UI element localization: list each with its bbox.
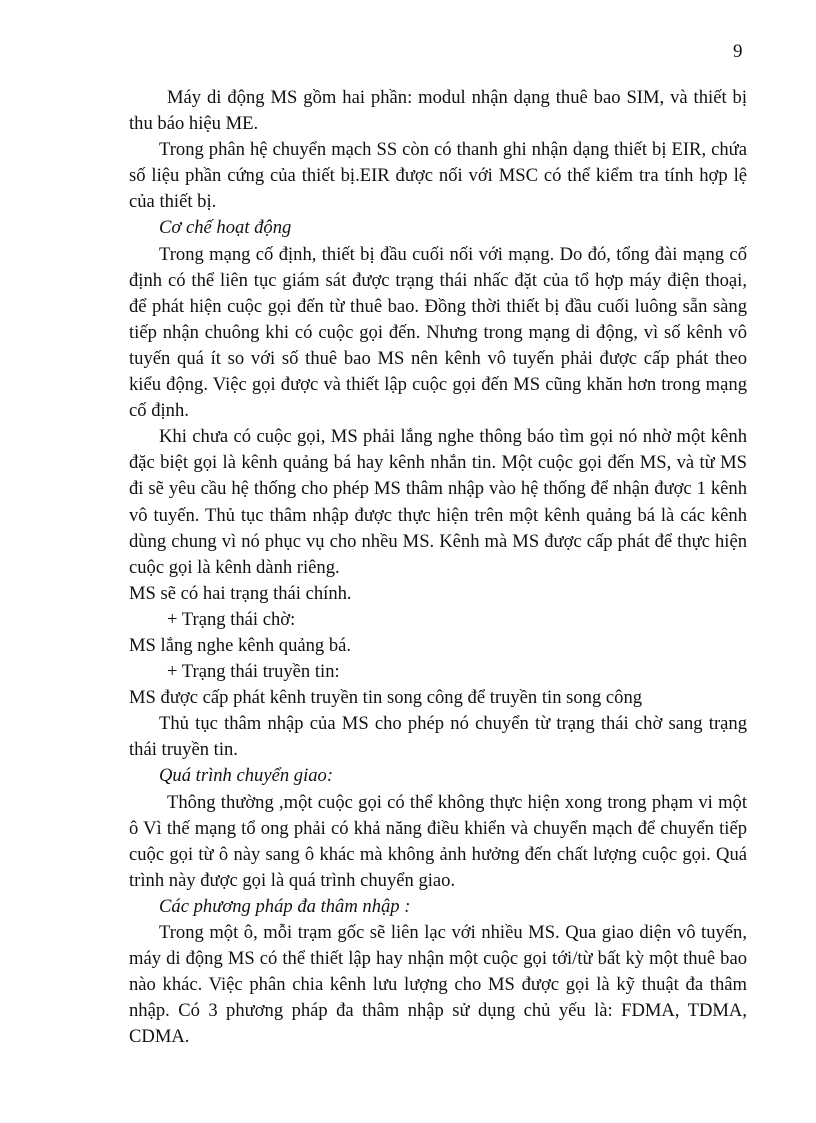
paragraph-fixed-vs-mobile: Trong mạng cố định, thiết bị đầu cuối nối với mạng. Do đó, tổng đài mạng cố định có thể liên tục giám sát được trạng thái nhấc đặt của tổ hợp máy điện thoại, để phát hiện cuộc gọi đến từ thuê bao. Đồng thời thiết bị đầu cuối luông sẵn sàng tiếp nhận chuông khi có cuộc gọi đến. Nhưng trong mạng di động, vì số kênh vô tuyến quá ít so với số thuê bao MS nên kênh vô tuyến phải được cấp phát theo kiểu động. Việc gọi được và thiết lập cuộc gọi đến MS cũng khăn hơn trong mạng cố định. xyxy=(129,243,747,422)
list-item-traffic-state: + Trạng thái truyền tin: xyxy=(167,661,340,683)
body-text xyxy=(129,85,747,1050)
paragraph-eir: Trong phân hệ chuyển mạch SS còn có thanh ghi nhận dạng thiết bị EIR, chứa số liệu phần cứng của thiết bị.EIR được nối với MSC có thể kiểm tra tính hợp lệ của thiết bị. xyxy=(129,139,747,213)
heading-operation: Cơ chế hoạt động xyxy=(159,217,292,239)
heading-handover: Quá trình chuyển giao: xyxy=(159,765,334,787)
heading-multiple-access: Các phương pháp đa thâm nhập : xyxy=(159,895,411,917)
paragraph-ms-components: Máy di động MS gồm hai phần: modul nhận dạng thuê bao SIM, và thiết bị thu báo hiệu ME. xyxy=(129,87,747,135)
paragraph-idle-desc: MS lắng nghe kênh quảng bá. xyxy=(129,634,352,656)
paragraph-handover: Thông thường ,một cuộc gọi có thể không thực hiện xong trong phạm vi một ô Vì thế mạng tổ ong phải có khả năng điều khiển và chuyển mạch để chuyển tiếp cuộc gọi từ ô này sang ô khác mà không ảnh hưởng đến chất lượng cuộc gọi. Quá trình này được gọi là quá trình chuyển giao. xyxy=(129,791,747,891)
paragraph-access-procedure: Thủ tục thâm nhập của MS cho phép nó chuyển từ trạng thái chờ sang trạng thái truyền tin. xyxy=(129,713,747,761)
paragraph-multiple-access: Trong một ô, mỗi trạm gốc sẽ liên lạc với nhiều MS. Qua giao diện vô tuyến, máy di động MS có thể thiết lập hay nhận một cuộc gọi tới/từ bất kỳ một thuê bao nào khác. Việc phân chia kênh lưu lượng cho MS được gọi là kỹ thuật đa thâm nhập. Có 3 phương pháp đa thâm nhập sử dụng chủ yếu là: FDMA, TDMA, CDMA. xyxy=(129,922,747,1048)
list-item-idle-state: + Trạng thái chờ: xyxy=(167,608,296,630)
paragraph-traffic-desc: MS được cấp phát kênh truyền tin song công để truyền tin song công xyxy=(129,687,643,709)
page-number: 9 xyxy=(733,41,743,62)
paragraph-two-states: MS sẽ có hai trạng thái chính. xyxy=(129,582,352,604)
paragraph-broadcast-channel: Khi chưa có cuộc gọi, MS phải lắng nghe thông báo tìm gọi nó nhờ một kênh đặc biệt gọi là kênh quảng bá hay kênh nhắn tin. Một cuộc gọi đến MS, và từ MS đi sẽ yêu cầu hệ thống cho phép MS thâm nhập vào hệ thống để nhận được 1 kênh vô tuyến. Thủ tục thâm nhập được thực hiện trên một kênh quảng bá là các kênh dùng chung vì nó phục vụ cho nhều MS. Kênh mà MS được cấp phát để thực hiện cuộc gọi là kênh dành riêng. xyxy=(129,426,747,578)
